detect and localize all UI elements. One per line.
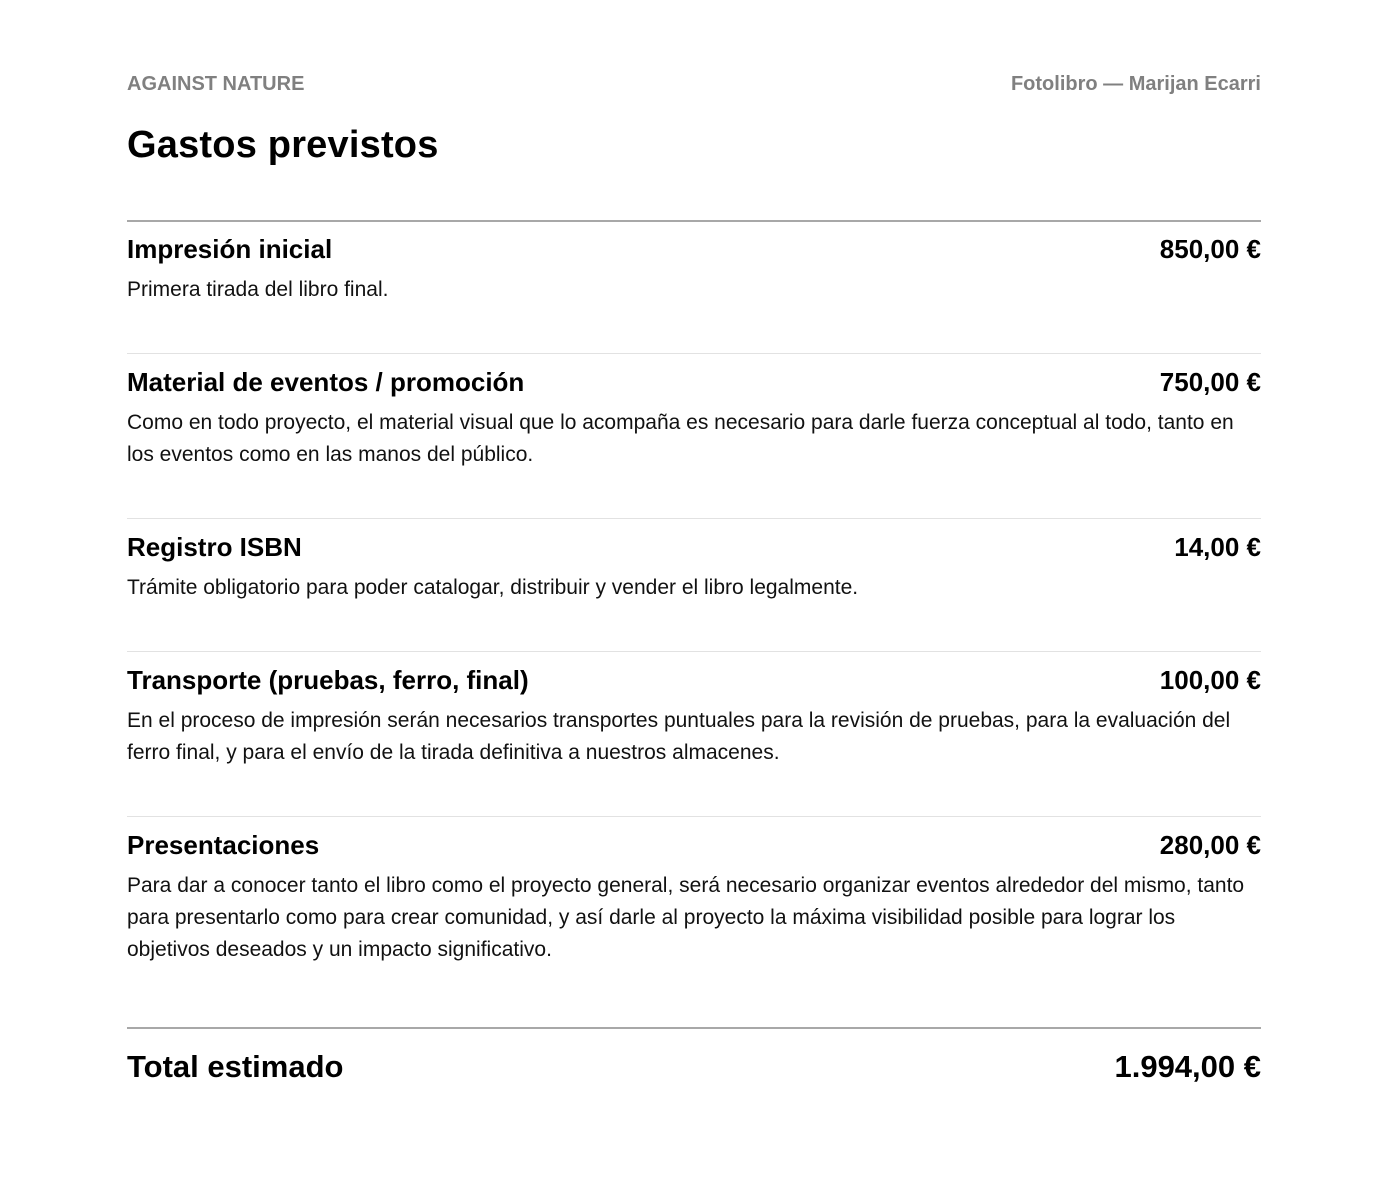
expense-item	[127, 816, 1261, 1013]
expense-amount: 14,00 €	[1174, 532, 1261, 562]
expense-label: Impresión inicial	[127, 234, 333, 264]
expense-description: Trámite obligatorio para poder catalogar, distribuir y vender el libro legalmente.	[127, 576, 859, 599]
header-bar	[127, 73, 1261, 96]
project-context: Fotolibro — Marijan Ecarri	[1010, 73, 1261, 95]
expense-item	[127, 518, 1261, 651]
total-label: Total estimado	[127, 1049, 344, 1084]
expense-item-header	[127, 829, 1261, 861]
expense-amount: 100,00 €	[1159, 665, 1261, 695]
expense-item-header	[127, 664, 1261, 696]
expense-item	[127, 220, 1261, 353]
expense-amount: 280,00 €	[1159, 830, 1261, 860]
expense-label: Registro ISBN	[127, 532, 302, 562]
expense-list	[127, 220, 1261, 1013]
total-row	[127, 1027, 1261, 1086]
expense-description: En el proceso de impresión serán necesarios transportes puntuales para la revisión de pruebas, para la evaluación del ferro final, y para el envío de la tirada definitiva a nuestros almacenes.	[127, 709, 1231, 764]
expense-item	[127, 353, 1261, 518]
total-amount: 1.994,00 €	[1114, 1049, 1261, 1084]
expense-description: Como en todo proyecto, el material visual que lo acompaña es necesario para darle fuerza conceptual al todo, tanto en los eventos como en las manos del público.	[127, 411, 1234, 466]
page-title: Gastos previstos	[127, 124, 439, 166]
expense-item	[127, 651, 1261, 816]
expense-amount: 750,00 €	[1159, 367, 1261, 397]
expense-label: Presentaciones	[127, 830, 320, 860]
expense-label: Material de eventos / promoción	[127, 367, 525, 397]
brand-name: AGAINST NATURE	[127, 73, 305, 95]
expense-description: Para dar a conocer tanto el libro como el proyecto general, será necesario organizar eventos alrededor del mismo, tanto para presentarlo como para crear comunidad, y así darle al proyecto la máxima visibilidad posible para lograr los objetivos deseados y un impacto significativo.	[127, 874, 1245, 961]
expense-amount: 850,00 €	[1159, 234, 1261, 264]
expense-item-header	[127, 366, 1261, 398]
expense-label: Transporte (pruebas, ferro, final)	[127, 665, 529, 695]
expense-item-header	[127, 531, 1261, 563]
expense-description: Primera tirada del libro final.	[127, 278, 389, 301]
expense-item-header	[127, 233, 1261, 265]
